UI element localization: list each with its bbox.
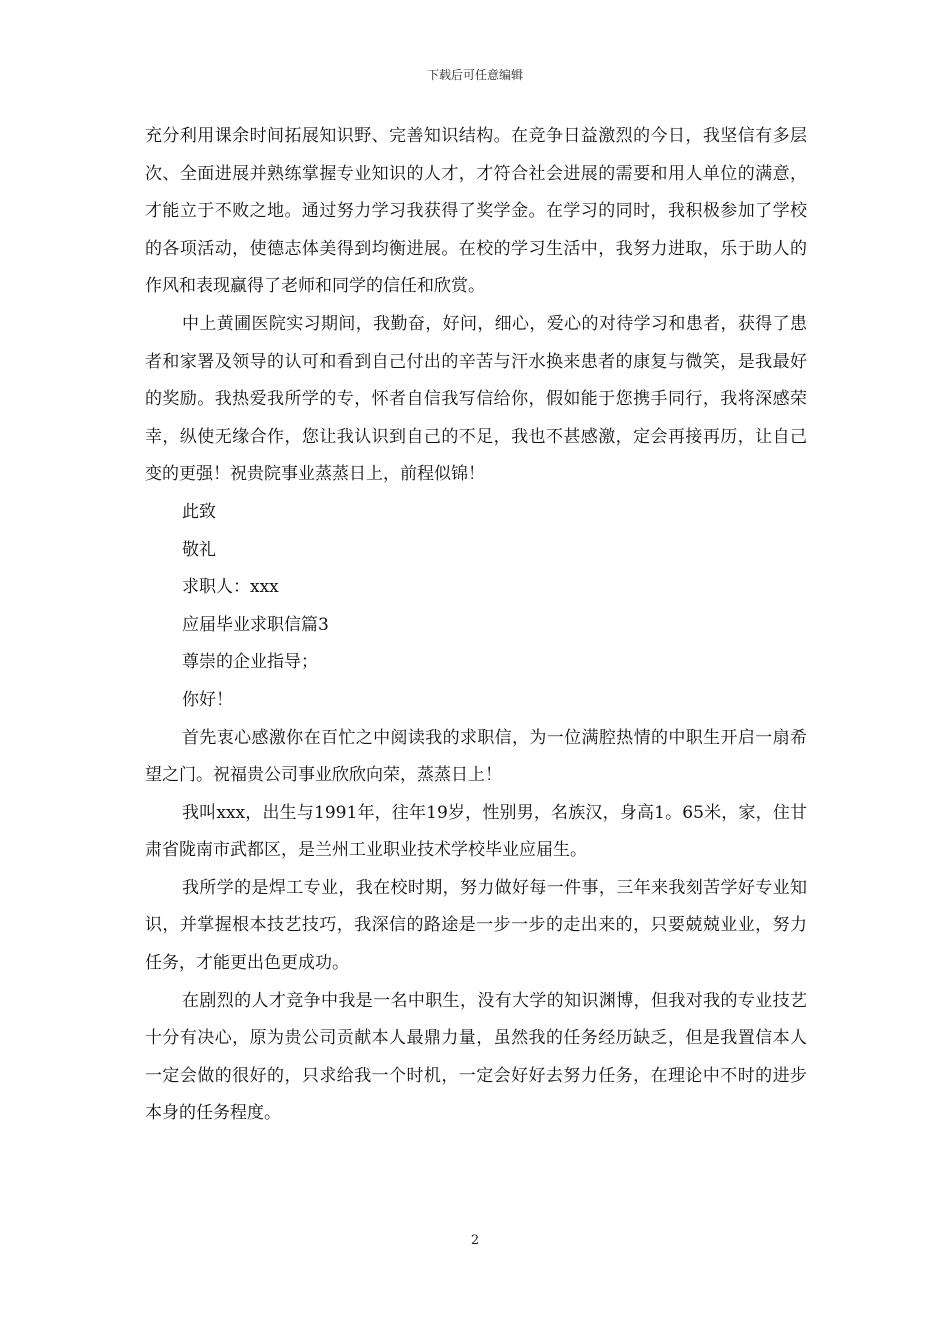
page-number: 2 [470, 1233, 480, 1248]
applicant-signature: 求职人：xxx [182, 577, 279, 598]
paragraph-thanks: 首先衷心感激你在百忙之中阅读我的求职信，为一位满腔热情的中职生开启一扇希望之门。祝福贵公司事业欣欣向荣，蒸蒸日上！ [145, 727, 807, 786]
document-body [145, 118, 807, 1133]
page-header-note: 下载后可任意编辑 [426, 68, 523, 82]
letter-hello: 你好！ [182, 689, 233, 710]
paragraph-major: 我所学的是焊工专业，我在校时期，努力做好每一件事，三年来我刻苦学好专业知识，并掌握根本技艺技巧，我深信的路途是一步一步的走出来的，只要兢兢业业，努力任务，才能更出色更成功。 [145, 877, 807, 974]
closing-salutation: 此致 [182, 501, 216, 522]
closing-regards: 敬礼 [182, 539, 216, 560]
paragraph-internship: 中上黄圃医院实习期间，我勤奋，好问，细心，爱心的对待学习和患者，获得了患者和家署及领导的认可和看到自己付出的辛苦与汗水换来患者的康复与微笑，是我最好的奖励。我热爱我所学的专，怀者自信我写信给你，假如能于您携手同行，我将深感荣幸，纵使无缘合作，您让我认识到自己的不足，我也不甚感激，定会再接再历，让自己变的更强！祝贵院事业蒸蒸日上，前程似锦！ [145, 313, 807, 485]
letter-greeting: 尊崇的企业指导； [182, 652, 318, 673]
section-title: 应届毕业求职信篇3 [182, 614, 329, 635]
paragraph-self-intro: 我叫xxx，出生与1991年，往年19岁，性别男，名族汉，身高1。65米，家，住甘肃省陇南市武都区，是兰州工业职业技术学校毕业应届生。 [145, 802, 807, 861]
paragraph-competition: 在剧烈的人才竞争中我是一名中职生，没有大学的知识渊博，但我对我的专业技艺十分有决心，原为贵公司贡献本人最鼎力量，虽然我的任务经历缺乏，但是我置信本人一定会做的很好的，只求给我一个时机，一定会好好去努力任务，在理论中不时的进步本身的任务程度。 [145, 990, 807, 1124]
paragraph-continued: 充分利用课余时间拓展知识野、完善知识结构。在竞争日益激烈的今日，我坚信有多层次、全面进展并熟练掌握专业知识的人才，才符合社会进展的需要和用人单位的满意，才能立于不败之地。通过努力学习我获得了奖学金。在学习的同时，我积极参加了学校的各项活动，使德志体美得到均衡进展。在校的学习生活中，我努力进取，乐于助人的作风和表现赢得了老师和同学的信任和欣赏。 [145, 126, 807, 297]
